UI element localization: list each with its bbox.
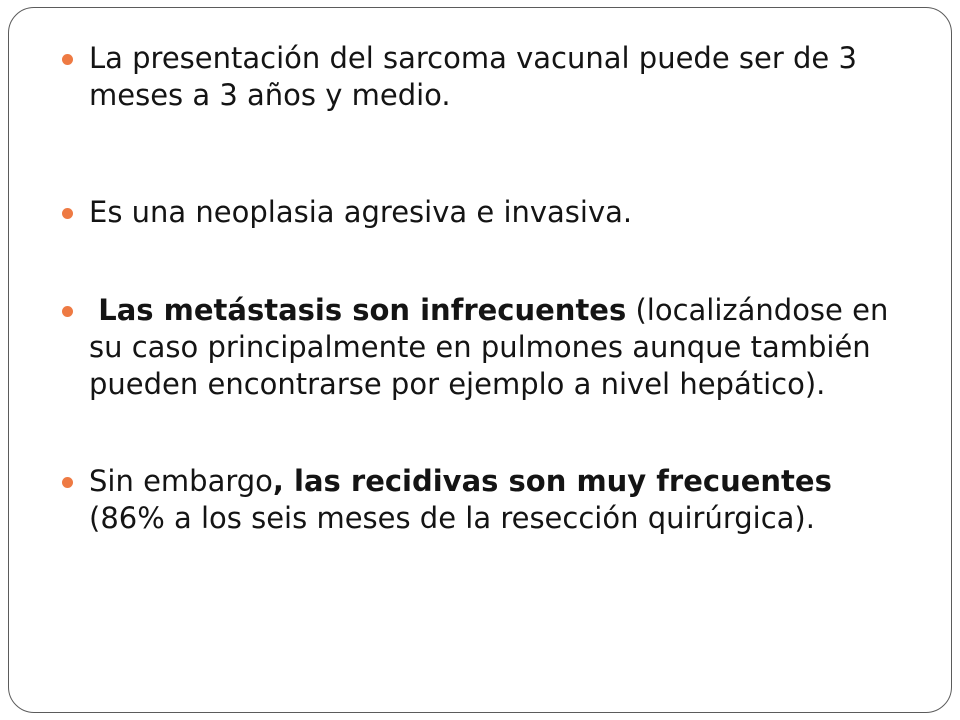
bullet-item: [62, 463, 912, 537]
bullet-item: [62, 40, 912, 114]
bullet-dot-icon: [62, 208, 73, 219]
bullet-bold-text: Las metástasis son infrecuentes: [98, 293, 627, 327]
bullet-list: [62, 40, 912, 537]
bullet-rest-text: (localizándose en su caso principalmente en pulmones aunque también pueden encontrarse por ejemplo a nivel hepático).: [89, 293, 889, 401]
bullet-item: [62, 194, 912, 231]
bullet-dot-icon: [62, 306, 73, 317]
bullet-item: [62, 292, 912, 403]
bullet-rest-text: (86% a los seis meses de la resección quirúrgica).: [89, 501, 815, 535]
bullet-text: Es una neoplasia agresiva e invasiva.: [89, 195, 633, 229]
bullet-bold-text: , las recidivas son muy frecuentes: [272, 464, 832, 498]
bullet-lead-text: [89, 293, 98, 327]
bullet-dot-icon: [62, 477, 73, 488]
bullet-dot-icon: [62, 54, 73, 65]
bullet-lead-text: Sin embargo: [89, 464, 273, 498]
bullet-text: La presentación del sarcoma vacunal puede ser de 3 meses a 3 años y medio.: [89, 41, 857, 112]
